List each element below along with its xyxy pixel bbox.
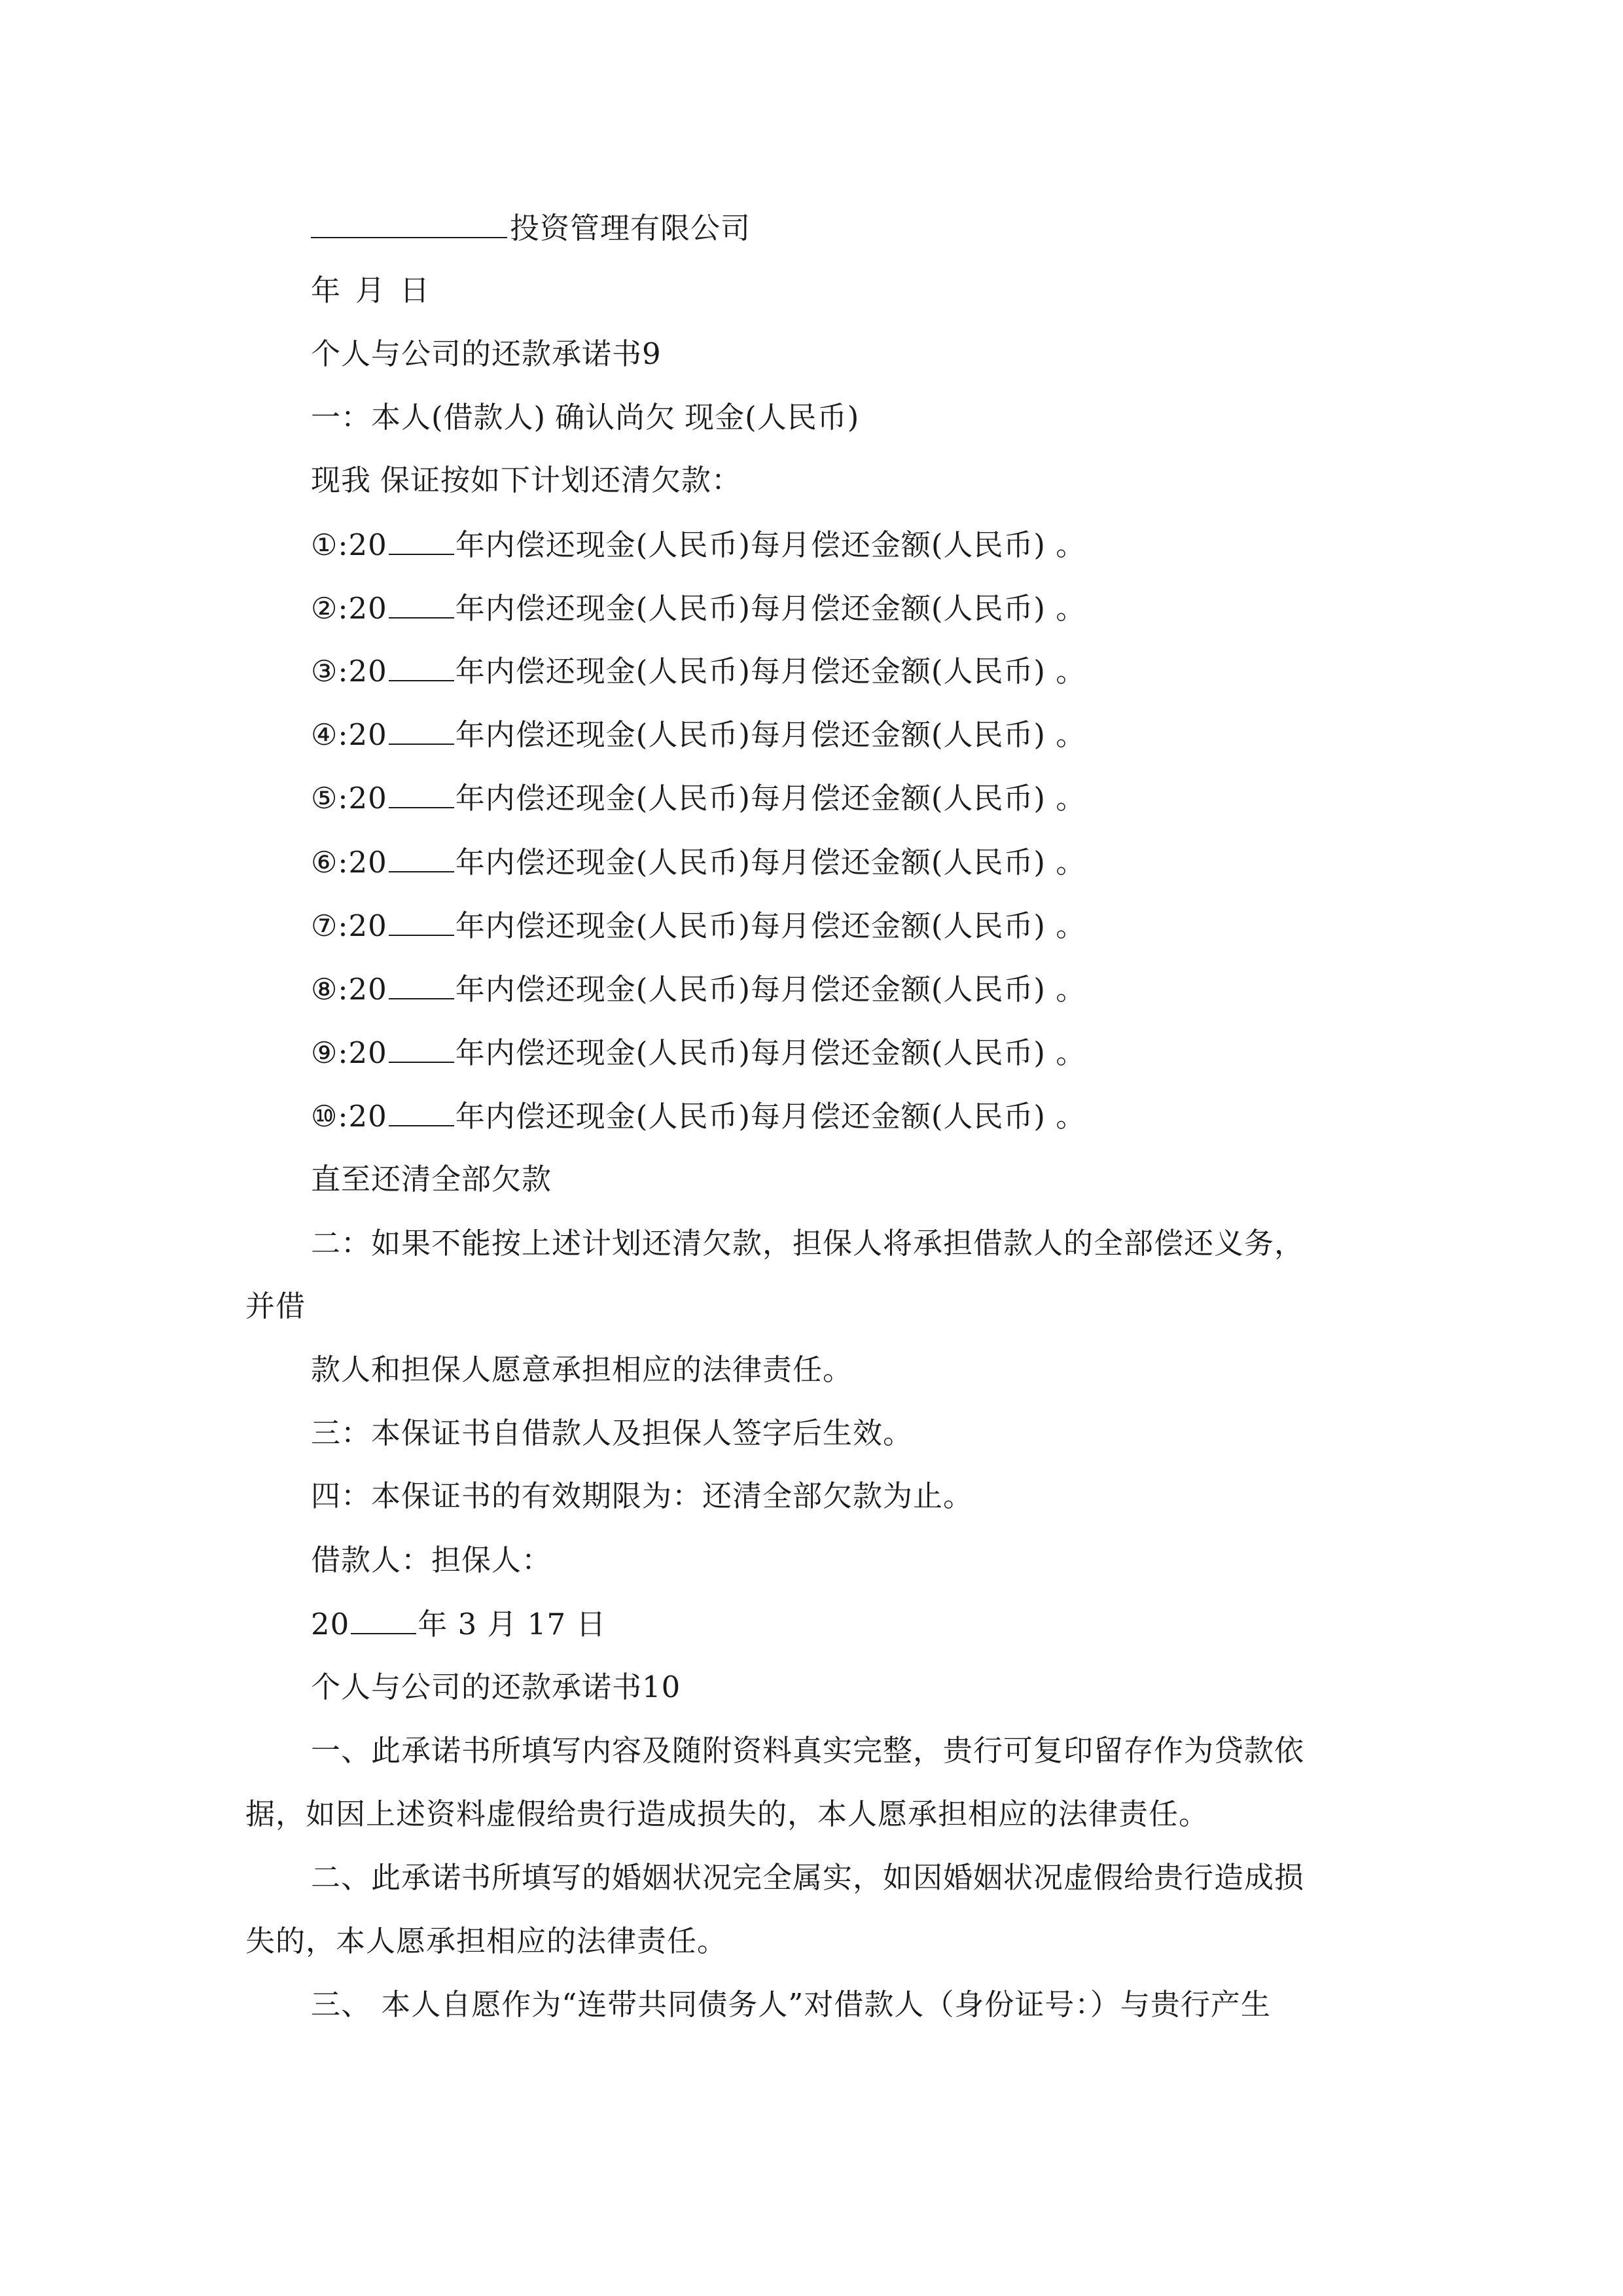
installment-9 bbox=[311, 1033, 1086, 1073]
sign-year-blank bbox=[351, 1604, 416, 1634]
installment-text: 年内偿还现金(人民币)每月偿还金额(人民币) 。 bbox=[455, 528, 1086, 562]
year-blank bbox=[389, 525, 454, 555]
installment-num: ⑦:20 bbox=[311, 908, 387, 943]
installment-num: ⑩:20 bbox=[311, 1099, 387, 1134]
year-blank bbox=[389, 1033, 454, 1063]
installment-10 bbox=[311, 1096, 1086, 1136]
date-year: 年 bbox=[311, 273, 342, 308]
clause1-line bbox=[311, 398, 859, 437]
installment-num: ①:20 bbox=[311, 528, 387, 562]
plan-guarantee: 保证按如下计划还清欠款： bbox=[380, 463, 742, 497]
year-blank bbox=[389, 842, 454, 872]
company-suffix: 投资管理有限公司 bbox=[510, 211, 751, 245]
installment-text: 年内偿还现金(人民币)每月偿还金额(人民币) 。 bbox=[455, 591, 1086, 626]
s10-p2-line2: 失的，本人愿承担相应的法律责任。 bbox=[245, 1924, 728, 1958]
installment-text: 年内偿还现金(人民币)每月偿还金额(人民币) 。 bbox=[455, 908, 1086, 943]
clause2-line2: 并借 bbox=[245, 1289, 306, 1323]
installment-num: ④:20 bbox=[311, 717, 387, 752]
date-month: 月 bbox=[355, 273, 386, 308]
company-line bbox=[311, 208, 751, 248]
year-blank bbox=[389, 651, 454, 681]
s10-p2-line1: 二、此承诺书所填写的婚姻状况完全属实，如因婚姻状况虚假给贵行造成损 bbox=[311, 1860, 1305, 1895]
installment-1 bbox=[311, 525, 1086, 565]
s10-p1-line1: 一、此承诺书所填写内容及随附资料真实完整，贵行可复印留存作为贷款依 bbox=[311, 1733, 1305, 1768]
sign-date bbox=[311, 1604, 606, 1644]
clause1-borrower: 一：本人(借款人) bbox=[311, 400, 546, 435]
installment-5 bbox=[311, 778, 1086, 818]
date-day: 日 bbox=[400, 273, 431, 308]
company-name-blank bbox=[311, 208, 507, 238]
year-blank bbox=[389, 588, 454, 619]
installment-text: 年内偿还现金(人民币)每月偿还金额(人民币) 。 bbox=[455, 654, 1086, 689]
clause1-owe: 确认尚欠 bbox=[555, 400, 676, 435]
clause4: 四：本保证书的有效期限为：还清全部欠款为止。 bbox=[311, 1479, 974, 1513]
section10-title: 个人与公司的还款承诺书10 bbox=[311, 1670, 681, 1704]
year-blank bbox=[389, 906, 454, 936]
year-blank bbox=[389, 969, 454, 999]
installment-num: ⑤:20 bbox=[311, 781, 387, 816]
s10-p1-line2: 据，如因上述资料虚假给贵行造成损失的，本人愿承担相应的法律责任。 bbox=[245, 1797, 1209, 1831]
installment-num: ⑨:20 bbox=[311, 1035, 387, 1070]
year-blank bbox=[389, 778, 454, 808]
installment-num: ②:20 bbox=[311, 591, 387, 626]
clause2-line1: 二：如果不能按上述计划还清欠款，担保人将承担借款人的全部偿还义务， bbox=[311, 1226, 1305, 1261]
installment-text: 年内偿还现金(人民币)每月偿还金额(人民币) 。 bbox=[455, 1099, 1086, 1134]
installment-4 bbox=[311, 715, 1086, 755]
installment-2 bbox=[311, 588, 1086, 628]
clause1-cash: 现金(人民币) bbox=[685, 400, 860, 435]
sign-date-rest: 年 3 月 17 日 bbox=[418, 1607, 607, 1641]
installment-num: ③:20 bbox=[311, 654, 387, 689]
clause3: 三：本保证书自借款人及担保人签字后生效。 bbox=[311, 1416, 914, 1450]
installment-num: ⑧:20 bbox=[311, 972, 387, 1007]
signature-line: 借款人：担保人： bbox=[311, 1543, 552, 1577]
plan-line bbox=[311, 461, 741, 500]
installment-text: 年内偿还现金(人民币)每月偿还金额(人民币) 。 bbox=[455, 972, 1086, 1007]
year-blank bbox=[389, 715, 454, 745]
installment-3 bbox=[311, 651, 1086, 691]
installment-num: ⑥:20 bbox=[311, 845, 387, 880]
installment-6 bbox=[311, 842, 1086, 882]
installment-text: 年内偿还现金(人民币)每月偿还金额(人民币) 。 bbox=[455, 717, 1086, 752]
until-paid: 直至还清全部欠款 bbox=[311, 1162, 552, 1196]
s10-p3-line1: 三、 本人自愿作为“连带共同债务人”对借款人（身份证号：）与贵行产生 bbox=[311, 1987, 1271, 2022]
installment-text: 年内偿还现金(人民币)每月偿还金额(人民币) 。 bbox=[455, 845, 1086, 880]
year-blank bbox=[389, 1096, 454, 1126]
installment-7 bbox=[311, 906, 1086, 946]
installment-text: 年内偿还现金(人民币)每月偿还金额(人民币) 。 bbox=[455, 1035, 1086, 1070]
clause2-line3: 款人和担保人愿意承担相应的法律责任。 bbox=[311, 1352, 853, 1387]
installment-text: 年内偿还现金(人民币)每月偿还金额(人民币) 。 bbox=[455, 781, 1086, 816]
installment-8 bbox=[311, 969, 1086, 1009]
sign-date-century: 20 bbox=[311, 1607, 350, 1641]
plan-now: 现我 bbox=[311, 463, 372, 497]
date-line bbox=[311, 271, 430, 310]
section9-title: 个人与公司的还款承诺书9 bbox=[311, 336, 662, 371]
